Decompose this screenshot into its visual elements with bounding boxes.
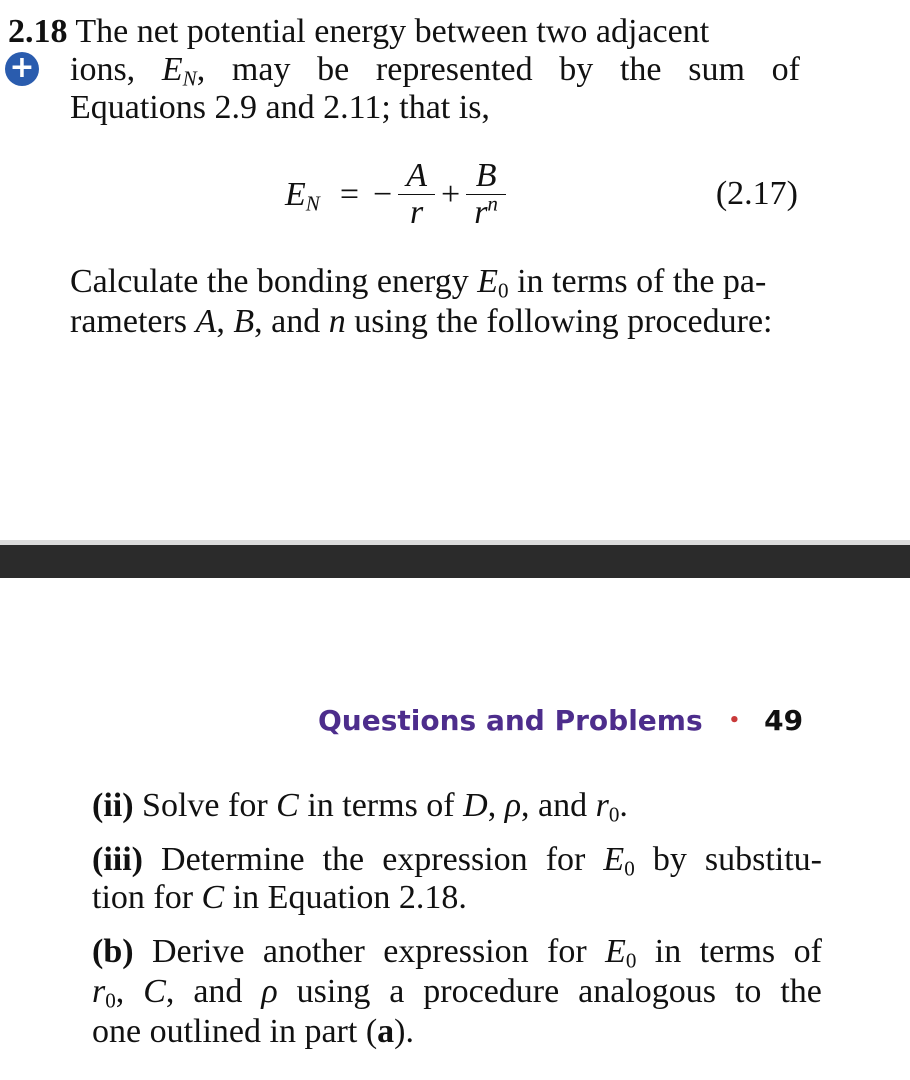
param-a: A <box>195 303 217 340</box>
word: may <box>231 51 291 88</box>
word: for <box>545 841 586 878</box>
param-b: B <box>233 303 255 340</box>
e0-symbol <box>603 840 634 880</box>
denominator-r: r <box>409 194 424 231</box>
word: represented <box>375 51 533 88</box>
var-r: r <box>595 787 609 824</box>
word: the <box>322 841 365 878</box>
var-d: D <box>463 787 488 824</box>
text: ). <box>394 1013 414 1050</box>
fraction-a-over-r <box>398 158 435 231</box>
part-b-line-2 <box>92 972 822 1012</box>
word: analogous <box>578 973 717 1010</box>
e-italic: E <box>603 841 625 878</box>
denominator-rn <box>466 191 506 231</box>
part-label: (b) <box>92 933 134 970</box>
word: of <box>771 51 800 88</box>
subscript-0: 0 <box>105 988 116 1013</box>
subpart-ii <box>92 786 628 826</box>
subpart-iii-line-1 <box>92 840 822 880</box>
param-n: n <box>328 303 346 340</box>
e0-symbol <box>605 932 636 972</box>
word: expression <box>383 933 529 970</box>
var-rho: ρ <box>261 973 278 1010</box>
var-c: C <box>201 879 225 916</box>
expand-plus-icon[interactable]: + <box>5 52 39 86</box>
subscript-n: N <box>182 66 197 91</box>
subpart-label: (ii) <box>92 787 134 824</box>
word: ions, <box>70 51 136 88</box>
word: Determine <box>161 841 305 878</box>
word: in <box>654 933 682 970</box>
text: Calculate the bonding energy <box>70 263 478 300</box>
text: in terms of <box>298 787 464 824</box>
word: by <box>652 841 687 878</box>
numerator-a: A <box>406 157 427 194</box>
text: in Equation 2.18. <box>224 879 467 916</box>
calc-line-2 <box>70 302 773 342</box>
running-head-title: Questions and Problems <box>318 703 703 737</box>
part-ref: a <box>377 1013 395 1050</box>
text: using the following procedure: <box>345 303 773 340</box>
word: of <box>793 933 822 970</box>
word: and <box>193 973 243 1010</box>
page-divider-dark <box>0 545 910 578</box>
var-r: r <box>92 973 106 1010</box>
word: using <box>296 973 371 1010</box>
subscript-0: 0 <box>498 278 509 303</box>
e-italic: E <box>605 933 626 970</box>
problem-line-1-text: The net potential energy between two adjacent <box>75 13 710 50</box>
bullet-icon: • <box>728 709 741 731</box>
page-number: 49 <box>764 703 804 737</box>
exponent-n: n <box>487 191 498 216</box>
text: , and <box>521 787 596 824</box>
text: rameters <box>70 303 196 340</box>
fraction-b-over-rn <box>466 158 506 231</box>
numerator-b: B <box>475 157 497 194</box>
text: , and <box>254 303 329 340</box>
var-c: C <box>143 973 166 1010</box>
word: substitu- <box>704 841 822 878</box>
var-c: C <box>276 787 299 824</box>
problem-number: 2.18 <box>8 13 68 50</box>
subscript-0: 0 <box>624 856 635 881</box>
text: tion for <box>92 879 202 916</box>
text: , <box>216 303 234 340</box>
var-rho: ρ <box>504 787 522 824</box>
comma: , <box>196 51 206 88</box>
word: sum <box>688 51 745 88</box>
text: in terms of the pa- <box>508 263 767 300</box>
word: the <box>780 973 822 1010</box>
denominator-r: r <box>474 194 488 231</box>
subpart-label: (iii) <box>92 841 143 878</box>
problem-line-1 <box>8 12 709 52</box>
c-symbol <box>143 972 174 1012</box>
lhs-e: E <box>285 175 306 213</box>
equation-number: (2.17) <box>715 175 798 212</box>
running-head <box>318 700 803 740</box>
lhs-sub: N <box>305 190 320 215</box>
equation-lhs <box>285 176 320 214</box>
word: a <box>389 973 405 1010</box>
word: for <box>547 933 587 970</box>
word: by <box>559 51 594 88</box>
text: , <box>487 787 505 824</box>
comma: , <box>115 973 125 1010</box>
calc-line-1 <box>70 262 766 302</box>
e-italic: E <box>161 51 183 88</box>
text: Solve for <box>133 787 277 824</box>
subscript-0: 0 <box>608 802 620 827</box>
subscript-0: 0 <box>625 948 637 973</box>
equals-sign: = <box>339 175 360 213</box>
word: the <box>619 51 662 88</box>
word: to <box>734 973 762 1010</box>
plus-sign: + <box>441 175 461 213</box>
text: . <box>619 787 628 824</box>
word: another <box>262 933 365 970</box>
word: terms <box>699 933 776 970</box>
comma: , <box>165 973 175 1010</box>
problem-line-2 <box>70 50 800 90</box>
word: procedure <box>423 973 560 1010</box>
e-italic: E <box>477 263 499 300</box>
word: Derive <box>151 933 245 970</box>
text: one outlined in part ( <box>92 1013 378 1050</box>
part-b-line-1 <box>92 932 822 972</box>
minus-sign: − <box>373 175 393 213</box>
r0-symbol <box>92 972 124 1012</box>
word: be <box>317 51 350 88</box>
equation-2-17 <box>285 158 512 231</box>
subpart-iii-line-2 <box>92 878 467 918</box>
word: expression <box>382 841 528 878</box>
part-b-line-3 <box>92 1012 414 1052</box>
problem-line-3: Equations 2.9 and 2.11; that is, <box>70 89 490 126</box>
en-symbol <box>162 50 205 90</box>
